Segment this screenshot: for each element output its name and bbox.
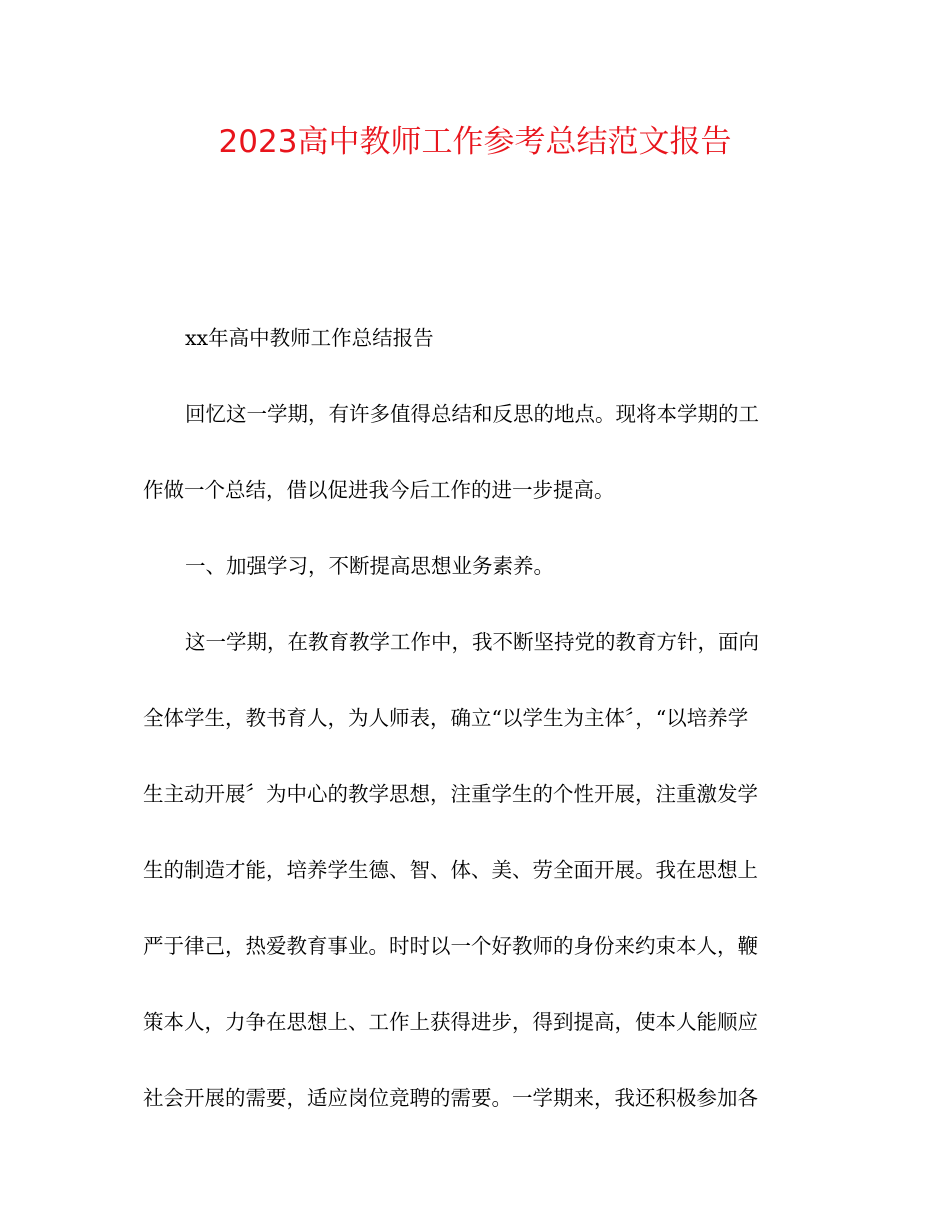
section-heading-study: 一、加强学习，不断提高思想业务素养。 (185, 554, 554, 578)
paragraph-line: 作做一个总结，借以促进我今后工作的进一步提高。 (143, 478, 615, 502)
paragraph-line: 这一学期，在教育教学工作中，我不断坚持党的教育方针，面向 (185, 630, 759, 654)
document-body (143, 318, 803, 1154)
paragraph-line: 回忆这一学期，有许多值得总结和反思的地点。现将本学期的工 (185, 402, 759, 426)
paragraph-line: 生的制造才能，培养学生德、智、体、美、劳全面开展。我在思想上 (143, 858, 758, 882)
paragraph-line: 生主动开展〞为中心的教学思想，注重学生的个性开展，注重激发学 (143, 782, 758, 806)
section-heading-report: xx年高中教师工作总结报告 (185, 326, 434, 350)
paragraph-line: 全体学生，教书育人，为人师表，确立“以学生为主体〞，“以培养学 (143, 706, 749, 730)
paragraph-line: 社会开展的需要，适应岗位竞聘的需要。一学期来，我还积极参加各 (143, 1086, 758, 1110)
paragraph-line: 严于律己，热爱教育事业。时时以一个好教师的身份来约束本人，鞭 (143, 934, 758, 958)
document-title: 2023高中教师工作参考总结范文报告 (218, 124, 732, 160)
paragraph-line: 策本人，力争在思想上、工作上获得进步，得到提高，使本人能顺应 (143, 1010, 758, 1034)
